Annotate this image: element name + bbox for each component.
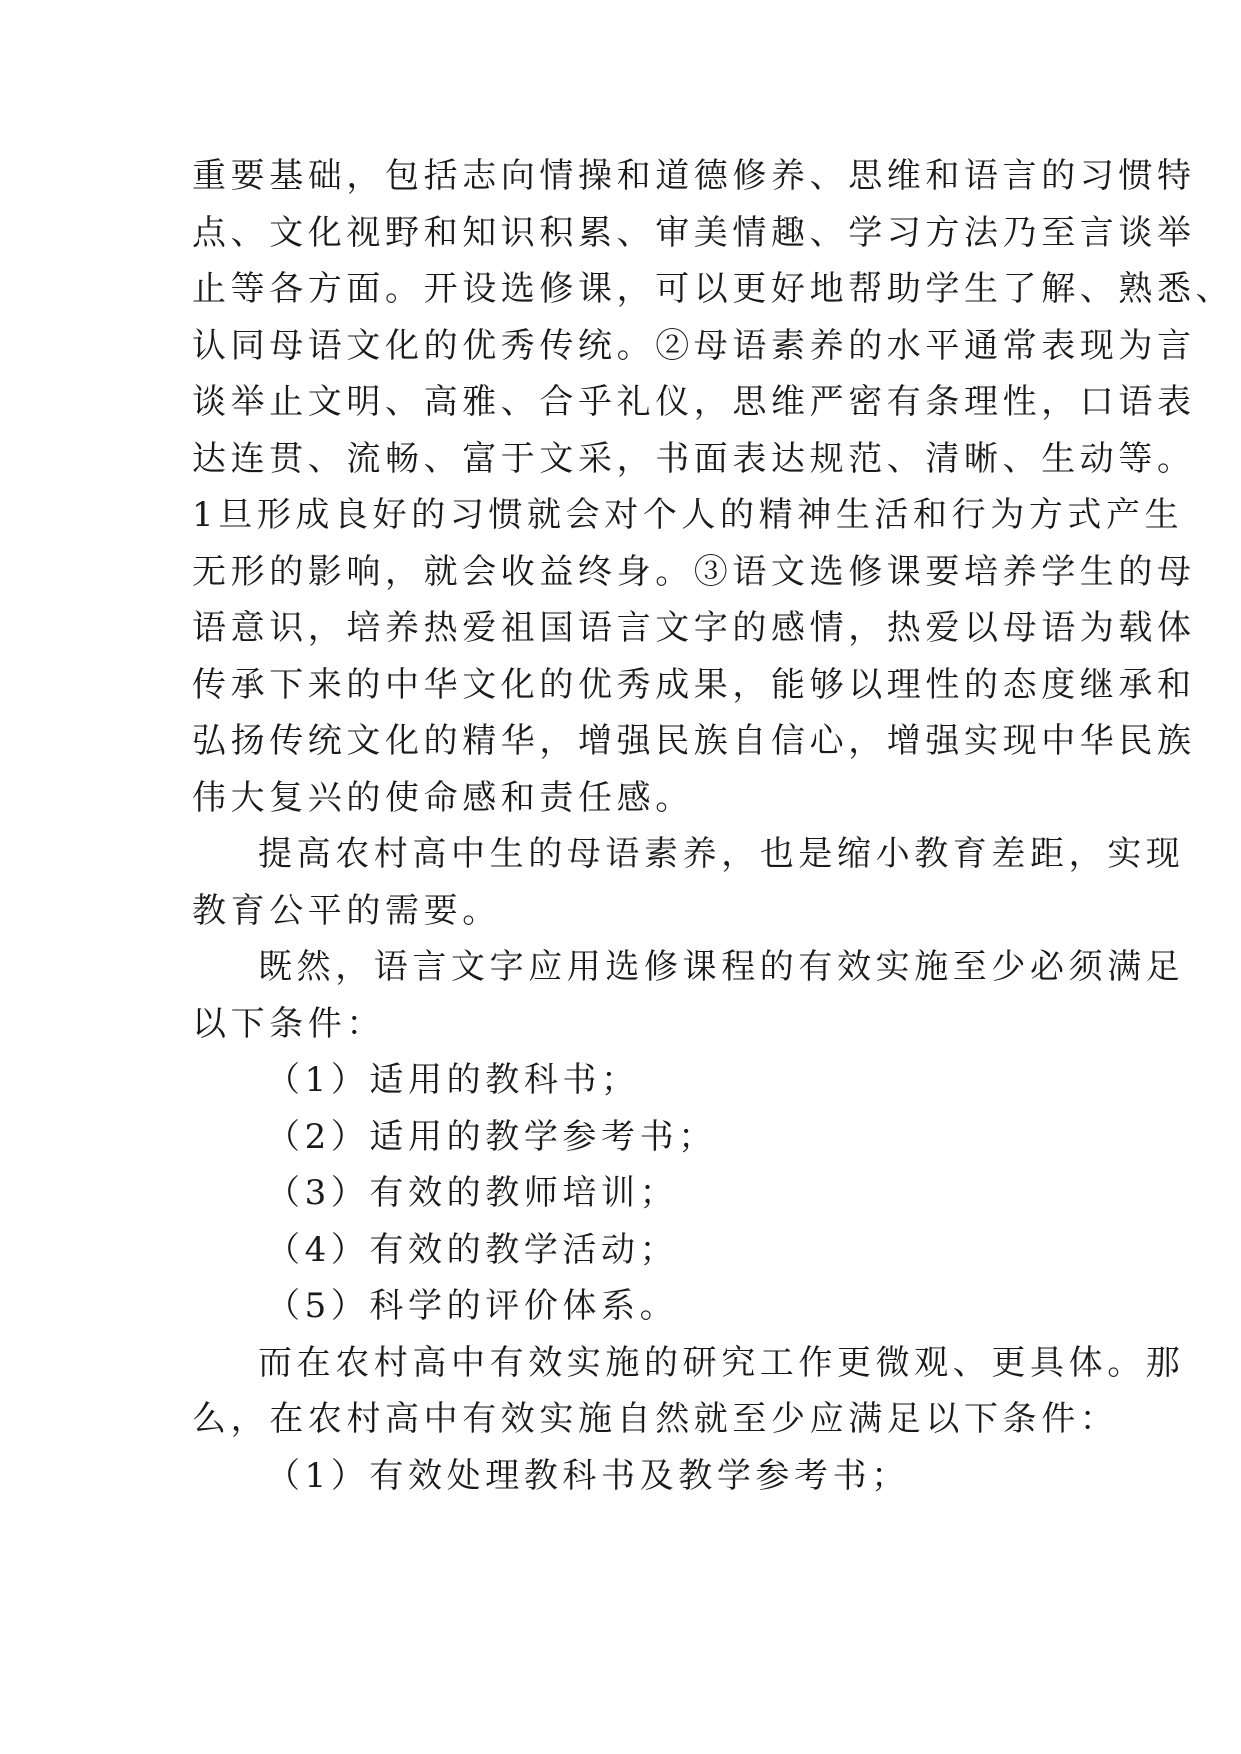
text-line: 重要基础，包括志向情操和道德修养、思维和语言的习惯特	[192, 156, 1196, 196]
text-line: 无形的影响，就会收益终身。③语文选修课要培养学生的母	[192, 552, 1196, 592]
list-item: （1）适用的教科书；	[266, 1060, 640, 1100]
text-line: 以下条件：	[192, 1004, 385, 1044]
text-line: 么，在农村高中有效实施自然就至少应满足以下条件：	[192, 1399, 1119, 1439]
text-line: 认同母语文化的优秀传统。②母语素养的水平通常表现为言	[192, 326, 1196, 366]
text-line: 传承下来的中华文化的优秀成果，能够以理性的态度继承和	[192, 665, 1196, 705]
list-item: （2）适用的教学参考书；	[266, 1117, 717, 1157]
text-line: 止等各方面。开设选修课，可以更好地帮助学生了解、熟悉、	[192, 269, 1235, 309]
paragraph-first-line: 提高农村高中生的母语素养，也是缩小教育差距，实现	[258, 834, 1185, 874]
text-line: 达连贯、流畅、富于文采，书面表达规范、清晰、生动等。	[192, 439, 1196, 479]
text-line: 伟大复兴的使命感和责任感。	[192, 778, 694, 818]
paragraph-first-line: 既然，语言文字应用选修课程的有效实施至少必须满足	[258, 947, 1185, 987]
text-line: 弘扬传统文化的精华，增强民族自信心，增强实现中华民族	[192, 721, 1196, 761]
list-item: （4）有效的教学活动；	[266, 1230, 679, 1270]
list-item: （3）有效的教师培训；	[266, 1173, 679, 1213]
list-item: （1）有效处理教科书及教学参考书；	[266, 1456, 910, 1496]
paragraph-first-line: 而在农村高中有效实施的研究工作更微观、更具体。那	[258, 1343, 1185, 1383]
text-line: 教育公平的需要。	[192, 891, 501, 931]
text-line: 点、文化视野和知识积累、审美情趣、学习方法乃至言谈举	[192, 213, 1196, 253]
list-item: （5）科学的评价体系。	[266, 1286, 679, 1326]
text-line: 1旦形成良好的习惯就会对个人的精神生活和行为方式产生	[192, 495, 1184, 535]
text-line: 语意识，培养热爱祖国语言文字的感情，热爱以母语为载体	[192, 608, 1196, 648]
text-line: 谈举止文明、高雅、合乎礼仪，思维严密有条理性，口语表	[192, 382, 1196, 422]
